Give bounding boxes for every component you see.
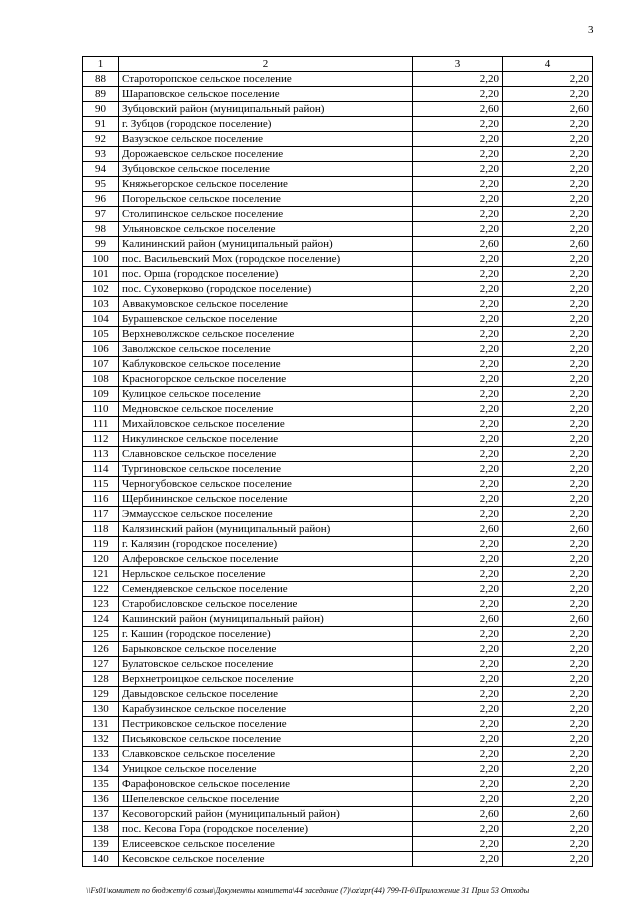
value-col4: 2,20 [503,852,593,867]
value-col4: 2,60 [503,237,593,252]
table-row [83,687,593,702]
value-col4: 2,20 [503,267,593,282]
table-row [83,792,593,807]
value-col3: 2,20 [413,447,503,462]
row-number: 100 [83,252,119,267]
table-row [83,777,593,792]
table-row [83,837,593,852]
table-row [83,222,593,237]
value-col4: 2,20 [503,387,593,402]
row-number: 124 [83,612,119,627]
table-row [83,552,593,567]
table-row [83,642,593,657]
municipality-name: Зубцовское сельское поселение [119,162,413,177]
row-number: 90 [83,102,119,117]
value-col3: 2,20 [413,297,503,312]
table-row [83,327,593,342]
municipality-name: Кашинский район (муниципальный район) [119,612,413,627]
row-number: 101 [83,267,119,282]
row-number: 136 [83,792,119,807]
table-row [83,747,593,762]
value-col4: 2,20 [503,147,593,162]
value-col3: 2,20 [413,777,503,792]
value-col4: 2,20 [503,402,593,417]
row-number: 126 [83,642,119,657]
municipality-name: Черногубовское сельское поселение [119,477,413,492]
table-row [83,312,593,327]
municipality-name: Михайловское сельское поселение [119,417,413,432]
municipality-name: Медновское сельское поселение [119,402,413,417]
table-row [83,357,593,372]
table-row [83,672,593,687]
municipality-name: Славновское сельское поселение [119,447,413,462]
row-number: 140 [83,852,119,867]
value-col4: 2,20 [503,597,593,612]
row-number: 98 [83,222,119,237]
value-col3: 2,20 [413,222,503,237]
table-row [83,822,593,837]
municipality-name: Верхневолжское сельское поселение [119,327,413,342]
value-col3: 2,20 [413,837,503,852]
municipality-name: Дорожаевское сельское поселение [119,147,413,162]
value-col4: 2,20 [503,87,593,102]
table-row [83,252,593,267]
value-col3: 2,60 [413,612,503,627]
municipality-name: Верхнетроицкое сельское поселение [119,672,413,687]
municipality-name: пос. Васильевский Мох (городское поселение) [119,252,413,267]
value-col4: 2,20 [503,762,593,777]
value-col3: 2,20 [413,747,503,762]
row-number: 106 [83,342,119,357]
table-header-row [83,57,593,72]
row-number: 118 [83,522,119,537]
value-col3: 2,20 [413,732,503,747]
table-row [83,612,593,627]
municipality-name: Княжьегорское сельское поселение [119,177,413,192]
value-col4: 2,60 [503,102,593,117]
row-number: 135 [83,777,119,792]
row-number: 114 [83,462,119,477]
value-col3: 2,20 [413,582,503,597]
value-col3: 2,20 [413,492,503,507]
value-col3: 2,20 [413,687,503,702]
row-number: 134 [83,762,119,777]
municipality-name: Давыдовское сельское поселение [119,687,413,702]
row-number: 138 [83,822,119,837]
value-col4: 2,20 [503,432,593,447]
value-col3: 2,20 [413,267,503,282]
value-col3: 2,20 [413,192,503,207]
value-col4: 2,20 [503,357,593,372]
municipality-name: Булатовское сельское поселение [119,657,413,672]
value-col3: 2,20 [413,342,503,357]
value-col3: 2,20 [413,387,503,402]
municipality-name: Тургиновское сельское поселение [119,462,413,477]
municipality-name: Елисеевское сельское поселение [119,837,413,852]
row-number: 103 [83,297,119,312]
table-row [83,177,593,192]
row-number: 102 [83,282,119,297]
row-number: 122 [83,582,119,597]
row-number: 110 [83,402,119,417]
table-body [83,72,593,867]
table-row [83,597,593,612]
row-number: 132 [83,732,119,747]
value-col3: 2,20 [413,597,503,612]
row-number: 139 [83,837,119,852]
value-col4: 2,20 [503,417,593,432]
row-number: 123 [83,597,119,612]
value-col3: 2,20 [413,417,503,432]
value-col3: 2,20 [413,162,503,177]
value-col4: 2,20 [503,342,593,357]
municipality-name: г. Кашин (городское поселение) [119,627,413,642]
municipality-name: Столипинское сельское поселение [119,207,413,222]
table-row [83,582,593,597]
value-col3: 2,20 [413,462,503,477]
value-col3: 2,20 [413,852,503,867]
municipality-name: Щербининское сельское поселение [119,492,413,507]
table-row [83,732,593,747]
table-row [83,417,593,432]
row-number: 119 [83,537,119,552]
row-number: 107 [83,357,119,372]
value-col3: 2,20 [413,72,503,87]
row-number: 95 [83,177,119,192]
municipality-name: г. Зубцов (городское поселение) [119,117,413,132]
table-row [83,372,593,387]
table-row [83,522,593,537]
value-col4: 2,20 [503,477,593,492]
value-col4: 2,20 [503,192,593,207]
column-header-1: 1 [83,57,119,72]
value-col3: 2,20 [413,792,503,807]
value-col4: 2,20 [503,822,593,837]
value-col3: 2,60 [413,807,503,822]
value-col4: 2,20 [503,222,593,237]
value-col4: 2,20 [503,447,593,462]
row-number: 96 [83,192,119,207]
table-row [83,132,593,147]
table-row [83,567,593,582]
value-col4: 2,20 [503,777,593,792]
value-col4: 2,20 [503,177,593,192]
value-col4: 2,20 [503,162,593,177]
value-col4: 2,20 [503,492,593,507]
municipality-name: Пестриковское сельское поселение [119,717,413,732]
municipality-name: Бурашевское сельское поселение [119,312,413,327]
value-col3: 2,20 [413,657,503,672]
value-col4: 2,20 [503,282,593,297]
table-row [83,492,593,507]
municipality-name: Барыковское сельское поселение [119,642,413,657]
value-col3: 2,60 [413,237,503,252]
row-number: 88 [83,72,119,87]
table-row [83,717,593,732]
value-col4: 2,20 [503,327,593,342]
row-number: 116 [83,492,119,507]
value-col3: 2,20 [413,432,503,447]
value-col4: 2,20 [503,657,593,672]
municipality-name: Шараповское сельское поселение [119,87,413,102]
row-number: 121 [83,567,119,582]
value-col3: 2,60 [413,522,503,537]
value-col3: 2,20 [413,132,503,147]
row-number: 112 [83,432,119,447]
value-col4: 2,20 [503,207,593,222]
row-number: 129 [83,687,119,702]
column-header-2: 2 [119,57,413,72]
row-number: 97 [83,207,119,222]
value-col3: 2,20 [413,282,503,297]
value-col3: 2,20 [413,717,503,732]
value-col4: 2,20 [503,312,593,327]
municipality-name: Красногорское сельское поселение [119,372,413,387]
row-number: 125 [83,627,119,642]
value-col4: 2,20 [503,792,593,807]
value-col4: 2,20 [503,117,593,132]
value-col3: 2,20 [413,207,503,222]
table-row [83,147,593,162]
municipality-name: Уницкое сельское поселение [119,762,413,777]
municipality-name: Старобисловское сельское поселение [119,597,413,612]
value-col4: 2,20 [503,732,593,747]
value-col3: 2,20 [413,252,503,267]
value-col3: 2,20 [413,642,503,657]
table-row [83,102,593,117]
row-number: 91 [83,117,119,132]
value-col4: 2,60 [503,612,593,627]
table-row [83,72,593,87]
value-col3: 2,20 [413,537,503,552]
row-number: 117 [83,507,119,522]
table-row [83,162,593,177]
table-row [83,762,593,777]
table-row [83,297,593,312]
value-col3: 2,20 [413,822,503,837]
value-col3: 2,20 [413,117,503,132]
value-col4: 2,20 [503,642,593,657]
row-number: 113 [83,447,119,462]
value-col4: 2,60 [503,807,593,822]
table-row [83,237,593,252]
table-row [83,447,593,462]
municipality-name: г. Калязин (городское поселение) [119,537,413,552]
municipality-name: Кесовское сельское поселение [119,852,413,867]
row-number: 108 [83,372,119,387]
data-table [82,56,593,867]
column-header-3: 3 [413,57,503,72]
value-col4: 2,20 [503,702,593,717]
municipality-name: Вазузское сельское поселение [119,132,413,147]
municipality-name: Семендяевское сельское поселение [119,582,413,597]
value-col3: 2,20 [413,702,503,717]
table-row [83,402,593,417]
table-row [83,342,593,357]
table-row [83,387,593,402]
municipality-name: Зубцовский район (муниципальный район) [119,102,413,117]
value-col3: 2,20 [413,552,503,567]
value-col4: 2,20 [503,507,593,522]
table-row [83,477,593,492]
municipality-name: Кесовогорский район (муниципальный район) [119,807,413,822]
value-col3: 2,20 [413,372,503,387]
municipality-name: Эммаусское сельское поселение [119,507,413,522]
municipality-name: Алферовское сельское поселение [119,552,413,567]
table-row [83,192,593,207]
file-path-footer: \\Fs01\комитет по бюджету\6 созыв\Документы комитета\44 заседание (7)\oz\zpr(44) 799-П-6\Приложение 31 Прил 53 Отходы [86,886,530,895]
value-col4: 2,20 [503,747,593,762]
municipality-name: Шепелевское сельское поселение [119,792,413,807]
row-number: 99 [83,237,119,252]
municipality-name: Заволжское сельское поселение [119,342,413,357]
value-col4: 2,20 [503,582,593,597]
value-col3: 2,20 [413,477,503,492]
municipality-name: Карабузинское сельское поселение [119,702,413,717]
table-row [83,462,593,477]
row-number: 111 [83,417,119,432]
municipality-name: Каблуковское сельское поселение [119,357,413,372]
value-col3: 2,60 [413,102,503,117]
page-number: 3 [588,24,594,36]
value-col4: 2,20 [503,372,593,387]
municipality-name: Староторопское сельское поселение [119,72,413,87]
table-row [83,657,593,672]
municipality-name: Калязинский район (муниципальный район) [119,522,413,537]
row-number: 92 [83,132,119,147]
municipality-name: пос. Орша (городское поселение) [119,267,413,282]
table-row [83,267,593,282]
table-row [83,627,593,642]
value-col3: 2,20 [413,627,503,642]
municipality-name: Письяковское сельское поселение [119,732,413,747]
table-row [83,207,593,222]
value-col4: 2,60 [503,522,593,537]
municipality-name: пос. Кесова Гора (городское поселение) [119,822,413,837]
value-col4: 2,20 [503,552,593,567]
value-col3: 2,20 [413,402,503,417]
table-row [83,852,593,867]
row-number: 93 [83,147,119,162]
municipality-name: Кулицкое сельское поселение [119,387,413,402]
value-col4: 2,20 [503,462,593,477]
row-number: 120 [83,552,119,567]
value-col4: 2,20 [503,627,593,642]
table-row [83,702,593,717]
value-col4: 2,20 [503,837,593,852]
row-number: 128 [83,672,119,687]
value-col3: 2,20 [413,87,503,102]
value-col4: 2,20 [503,537,593,552]
value-col3: 2,20 [413,762,503,777]
table-row [83,117,593,132]
table-row [83,507,593,522]
column-header-4: 4 [503,57,593,72]
municipality-name: Погорельское сельское поселение [119,192,413,207]
municipality-name: Аввакумовское сельское поселение [119,297,413,312]
value-col3: 2,20 [413,357,503,372]
row-number: 137 [83,807,119,822]
value-col3: 2,20 [413,672,503,687]
value-col4: 2,20 [503,687,593,702]
table-row [83,87,593,102]
row-number: 133 [83,747,119,762]
municipality-name: Славковское сельское поселение [119,747,413,762]
row-number: 131 [83,717,119,732]
row-number: 105 [83,327,119,342]
municipality-name: Фарафоновское сельское поселение [119,777,413,792]
municipality-name: пос. Суховерково (городское поселение) [119,282,413,297]
row-number: 109 [83,387,119,402]
municipality-name: Ульяновское сельское поселение [119,222,413,237]
value-col3: 2,20 [413,177,503,192]
value-col3: 2,20 [413,327,503,342]
table-row [83,432,593,447]
value-col4: 2,20 [503,297,593,312]
value-col4: 2,20 [503,72,593,87]
municipality-name: Никулинское сельское поселение [119,432,413,447]
value-col3: 2,20 [413,147,503,162]
value-col4: 2,20 [503,567,593,582]
value-col4: 2,20 [503,717,593,732]
row-number: 104 [83,312,119,327]
row-number: 94 [83,162,119,177]
table-row [83,537,593,552]
value-col4: 2,20 [503,672,593,687]
table-row [83,807,593,822]
table-row [83,282,593,297]
municipality-name: Калининский район (муниципальный район) [119,237,413,252]
row-number: 130 [83,702,119,717]
value-col4: 2,20 [503,132,593,147]
value-col3: 2,20 [413,312,503,327]
value-col4: 2,20 [503,252,593,267]
value-col3: 2,20 [413,567,503,582]
row-number: 115 [83,477,119,492]
municipality-name: Нерльское сельское поселение [119,567,413,582]
row-number: 127 [83,657,119,672]
value-col3: 2,20 [413,507,503,522]
row-number: 89 [83,87,119,102]
